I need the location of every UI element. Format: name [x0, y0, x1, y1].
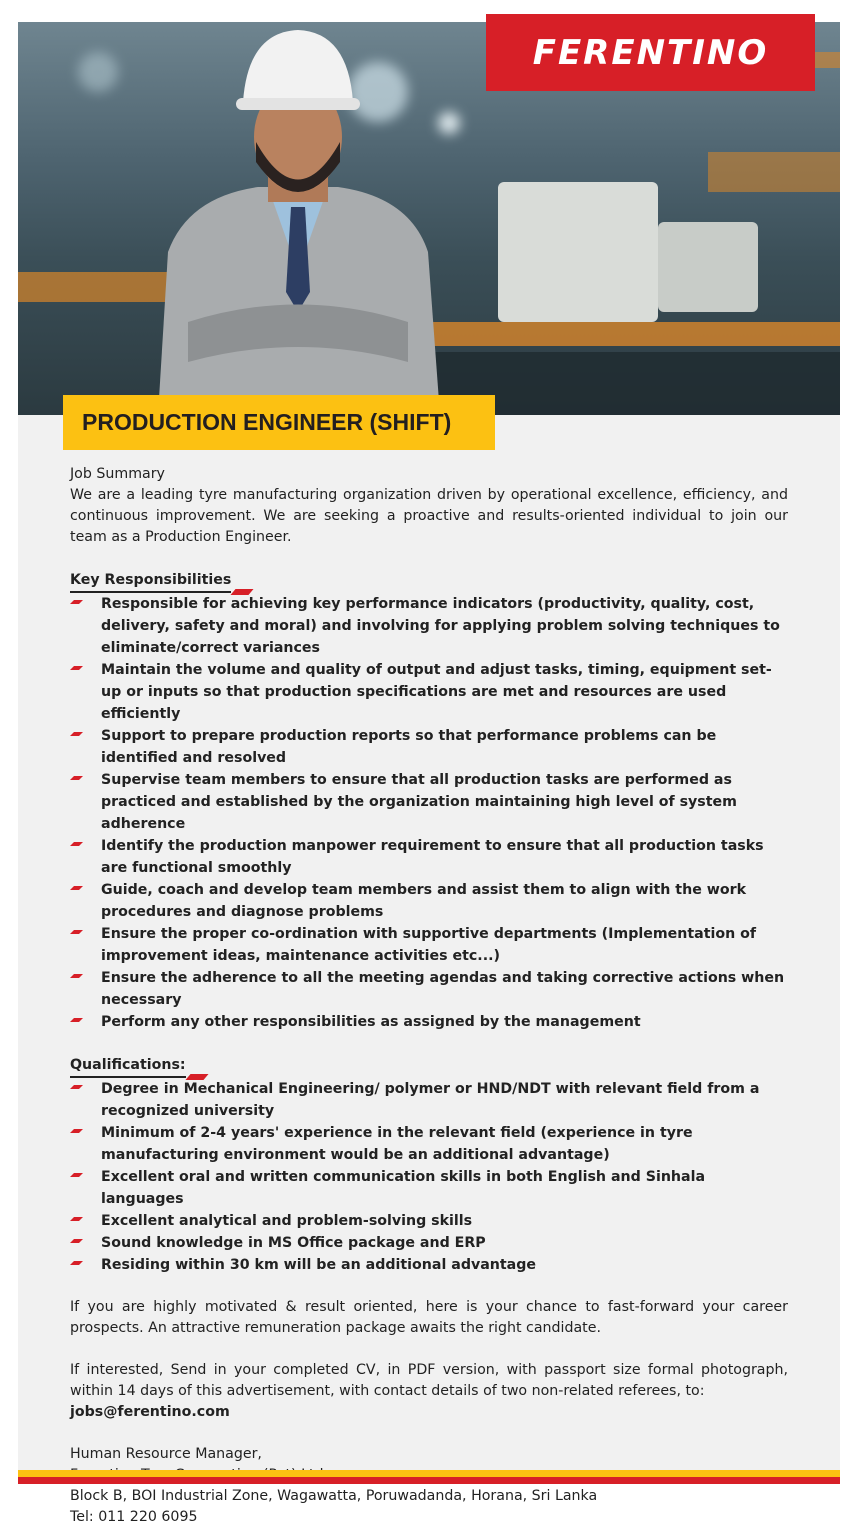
bullet-icon [70, 1173, 83, 1177]
list-item: Excellent analytical and problem-solving skills [70, 1210, 788, 1232]
bullet-icon [70, 1018, 83, 1022]
bullet-icon [70, 974, 83, 978]
job-summary-heading: Job Summary [70, 466, 165, 482]
apply-instructions: If interested, Send in your completed CV, in PDF version, with passport size formal photograph, within 14 days of this advertisement, with contact details of two non-related referees, to: [70, 1362, 788, 1399]
list-item: Support to prepare production reports so that performance problems can be identified and resolved [70, 725, 788, 769]
qualifications-heading: Qualifications: [70, 1055, 186, 1078]
responsibilities-list [70, 593, 788, 1033]
list-item: Minimum of 2-4 years' experience in the relevant field (experience in tyre manufacturing environment would be an additional advantage) [70, 1122, 788, 1166]
bullet-icon [70, 1239, 83, 1243]
address-phone: Tel: 011 220 6095 [70, 1509, 198, 1525]
address-line: Human Resource Manager, [70, 1446, 262, 1462]
list-item: Ensure the proper co-ordination with supportive departments (Implementation of improvement ideas, maintenance activities etc...) [70, 923, 788, 967]
bullet-icon [70, 776, 83, 780]
job-title: PRODUCTION ENGINEER (SHIFT) [82, 409, 452, 435]
apply-email-link[interactable]: jobs@ferentino.com [70, 1404, 230, 1420]
list-item: Ensure the adherence to all the meeting agendas and taking corrective actions when necessary [70, 967, 788, 1011]
bullet-icon [70, 666, 83, 670]
bullet-icon [70, 732, 83, 736]
list-item: Excellent oral and written communication skills in both English and Sinhala languages [70, 1166, 788, 1210]
list-item: Identify the production manpower requirement to ensure that all production tasks are functional smoothly [70, 835, 788, 879]
ad-content [70, 464, 788, 1528]
job-title-banner [63, 395, 495, 450]
job-summary-text: We are a leading tyre manufacturing organization driven by operational excellence, efficiency, and continuous improvement. We are seeking a proactive and results-oriented individual to join our team as a Production Engineer. [70, 487, 788, 545]
list-item: Guide, coach and develop team members and assist them to align with the work procedures and diagnose problems [70, 879, 788, 923]
bullet-icon [70, 1261, 83, 1265]
engineer-figure [148, 22, 448, 415]
list-item: Residing within 30 km will be an additional advantage [70, 1254, 788, 1276]
qualifications-list [70, 1078, 788, 1276]
list-item: Perform any other responsibilities as assigned by the management [70, 1011, 788, 1033]
bullet-icon [70, 842, 83, 846]
responsibilities-heading: Key Responsibilities [70, 570, 231, 593]
brand-logo [486, 14, 815, 91]
brand-logo-text: FERENTINO [532, 32, 769, 73]
footer-stripe-red [18, 1477, 840, 1484]
list-item: Supervise team members to ensure that all production tasks are performed as practiced and established by the organization maintaining high level of system adherence [70, 769, 788, 835]
bullet-icon [70, 1217, 83, 1221]
bullet-icon [70, 1085, 83, 1089]
bullet-icon [70, 930, 83, 934]
bullet-icon [70, 1129, 83, 1133]
closing-text: If you are highly motivated & result oriented, here is your chance to fast-forward your career prospects. An attractive remuneration package awaits the right candidate. [70, 1299, 788, 1336]
footer-stripe-yellow [18, 1470, 840, 1477]
bullet-icon [70, 600, 83, 604]
list-item: Degree in Mechanical Engineering/ polymer or HND/NDT with relevant field from a recognized university [70, 1078, 788, 1122]
bullet-icon [70, 886, 83, 890]
list-item: Sound knowledge in MS Office package and ERP [70, 1232, 788, 1254]
address-line: Block B, BOI Industrial Zone, Wagawatta, Poruwadanda, Horana, Sri Lanka [70, 1488, 598, 1504]
list-item: Responsible for achieving key performance indicators (productivity, quality, cost, delivery, safety and moral) and involving for applying problem solving techniques to eliminate/correct variances [70, 593, 788, 659]
list-item: Maintain the volume and quality of output and adjust tasks, timing, equipment set-up or inputs so that production specifications are met and resources are used efficiently [70, 659, 788, 725]
